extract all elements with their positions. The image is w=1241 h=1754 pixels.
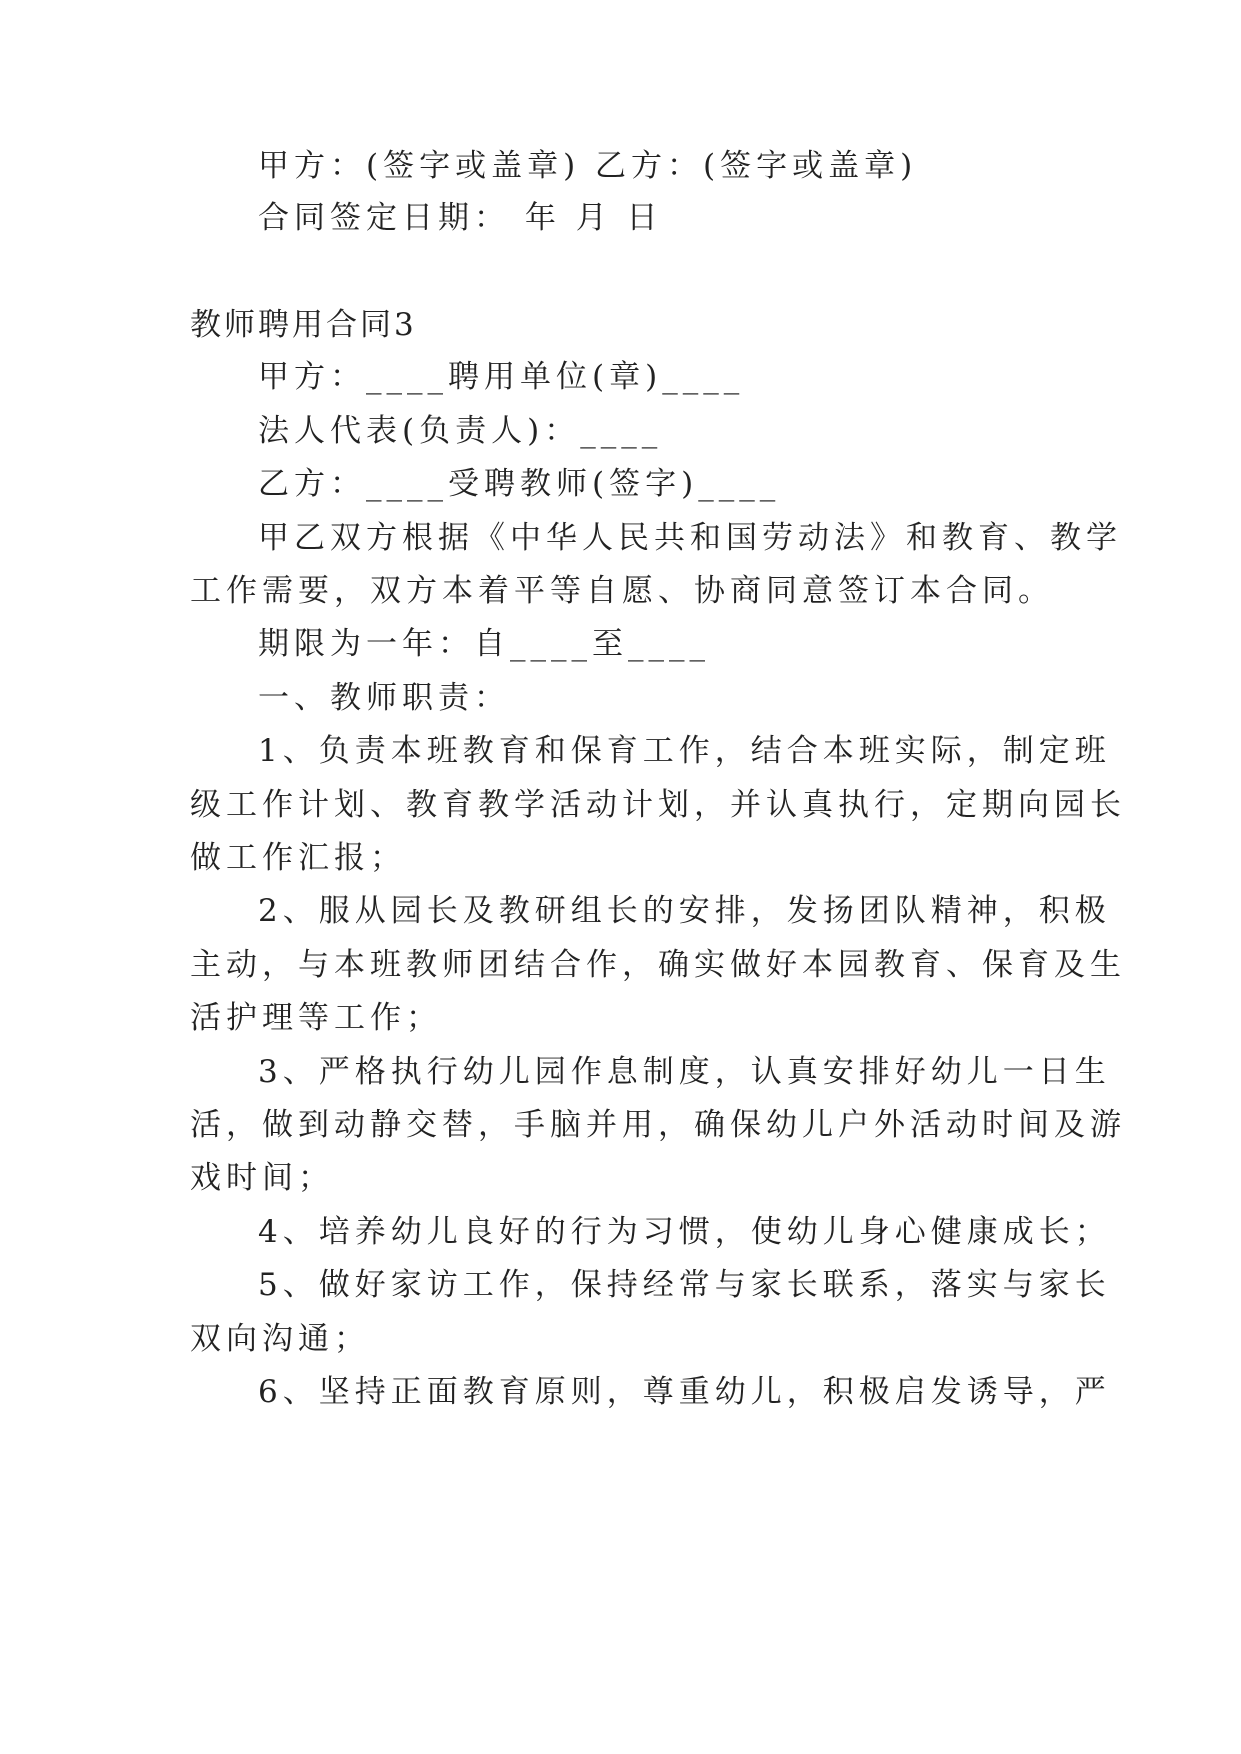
duty-item-1-line-2: 级工作计划、教育教学活动计划，并认真执行，定期向园长 bbox=[190, 787, 1126, 823]
party-a-line: 甲方：____聘用单位(章)____ bbox=[258, 359, 745, 395]
section-title: 教师聘用合同3 bbox=[190, 307, 417, 343]
duty-item-4-line-1: 4、培养幼儿良好的行为习惯，使幼儿身心健康成长； bbox=[258, 1214, 1111, 1250]
duties-heading: 一、教师职责： bbox=[258, 680, 510, 716]
duty-item-2-line-3: 活护理等工作； bbox=[190, 1000, 442, 1036]
duty-item-3-line-2: 活，做到动静交替，手脑并用，确保幼儿户外活动时间及游 bbox=[190, 1107, 1126, 1143]
intro-paragraph-line-1: 甲乙双方根据《中华人民共和国劳动法》和教育、教学 bbox=[258, 520, 1122, 556]
legal-representative-line: 法人代表(负责人)：____ bbox=[258, 413, 663, 449]
duty-item-5-line-2: 双向沟通； bbox=[190, 1321, 370, 1357]
duty-item-3-line-1: 3、严格执行幼儿园作息制度，认真安排好幼儿一日生 bbox=[258, 1054, 1111, 1090]
duty-item-1-line-1: 1、负责本班教育和保育工作，结合本班实际，制定班 bbox=[258, 733, 1111, 769]
intro-paragraph-line-2: 工作需要，双方本着平等自愿、协商同意签订本合同。 bbox=[190, 573, 1054, 609]
duty-item-2-line-1: 2、服从园长及教研组长的安排，发扬团队精神，积极 bbox=[258, 893, 1111, 929]
contract-date-line: 合同签定日期： 年 月 日 bbox=[258, 200, 663, 236]
term-line: 期限为一年：自____至____ bbox=[258, 626, 710, 662]
signature-line: 甲方：(签字或盖章) 乙方：(签字或盖章) bbox=[258, 148, 918, 184]
duty-item-1-line-3: 做工作汇报； bbox=[190, 840, 406, 876]
party-b-line: 乙方：____受聘教师(签字)____ bbox=[258, 466, 781, 502]
duty-item-5-line-1: 5、做好家访工作，保持经常与家长联系，落实与家长 bbox=[258, 1267, 1111, 1303]
duty-item-3-line-3: 戏时间； bbox=[190, 1160, 334, 1196]
duty-item-6-line-1: 6、坚持正面教育原则，尊重幼儿，积极启发诱导，严 bbox=[258, 1374, 1111, 1410]
duty-item-2-line-2: 主动，与本班教师团结合作，确实做好本园教育、保育及生 bbox=[190, 947, 1126, 983]
